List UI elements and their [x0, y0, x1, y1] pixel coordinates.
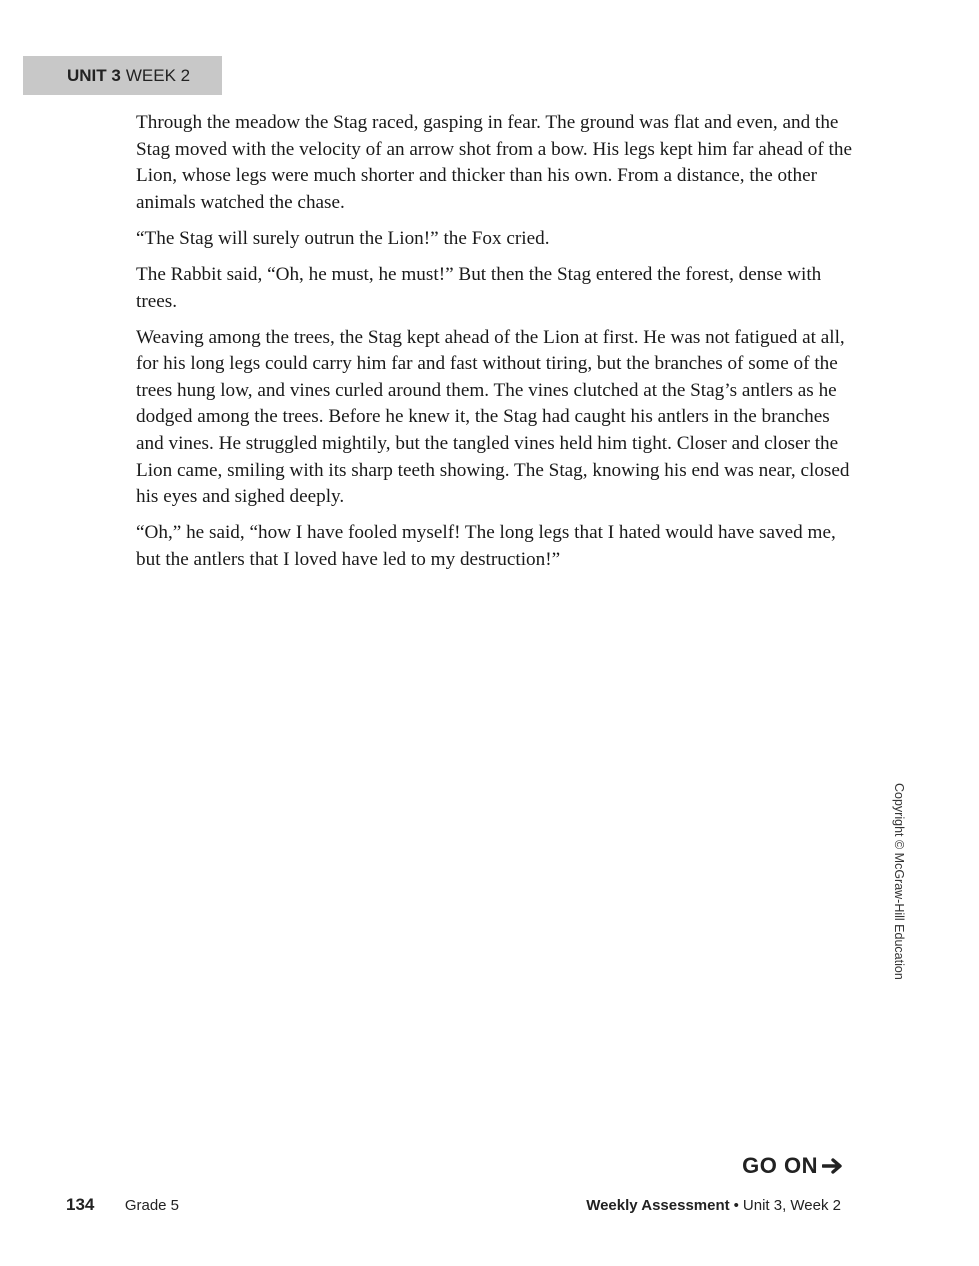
footer-right	[586, 1197, 841, 1214]
unit-week-footer: Unit 3, Week 2	[742, 1197, 841, 1214]
go-on-indicator	[742, 1153, 844, 1179]
page-number: 134	[66, 1195, 95, 1214]
copyright-notice: Copyright © McGraw-Hill Education	[892, 783, 906, 980]
story-passage	[136, 110, 856, 583]
paragraph: Through the meadow the Stag raced, gasping in fear. The ground was flat and even, and the Stag moved with the velocity of an arrow shot from a bow. His legs kept him far ahead of the Lion, whose legs were much shorter and thicker than his own. From a distance, the other animals watched the chase.	[136, 112, 852, 213]
paragraph: “The Stag will surely outrun the Lion!” the Fox cried.	[136, 227, 550, 249]
assessment-title: Weekly Assessment	[586, 1197, 730, 1214]
unit-label: UNIT 3	[67, 66, 121, 85]
go-on-label: GO ON	[742, 1153, 818, 1178]
paragraph: The Rabbit said, “Oh, he must, he must!” But then the Stag entered the forest, dense with trees.	[136, 263, 822, 312]
paragraph: Weaving among the trees, the Stag kept ahead of the Lion at first. He was not fatigued at all, for his long legs could carry him far and fast without tiring, but the branches of some of the trees hung low, and vines curled around them. The vines clutched at the Stag’s antlers as he dodged among the trees. Before he knew it, the Stag had caught his antlers in the branches and vines. He struggled mightily, but the tangled vines held him tight. Closer and closer the Lion came, smiling with its sharp teeth showing. The Stag, knowing his end was near, closed his eyes and sighed deeply.	[136, 326, 850, 508]
footer-left	[66, 1195, 179, 1215]
arrow-right-icon	[822, 1157, 844, 1175]
grade-label: Grade 5	[124, 1197, 180, 1214]
week-label: WEEK 2	[125, 66, 191, 85]
footer-separator: •	[733, 1197, 739, 1214]
paragraph: “Oh,” he said, “how I have fooled myself! The long legs that I hated would have saved me, but the antlers that I loved have led to my destruction!”	[136, 522, 836, 570]
unit-week-tab	[23, 56, 222, 95]
